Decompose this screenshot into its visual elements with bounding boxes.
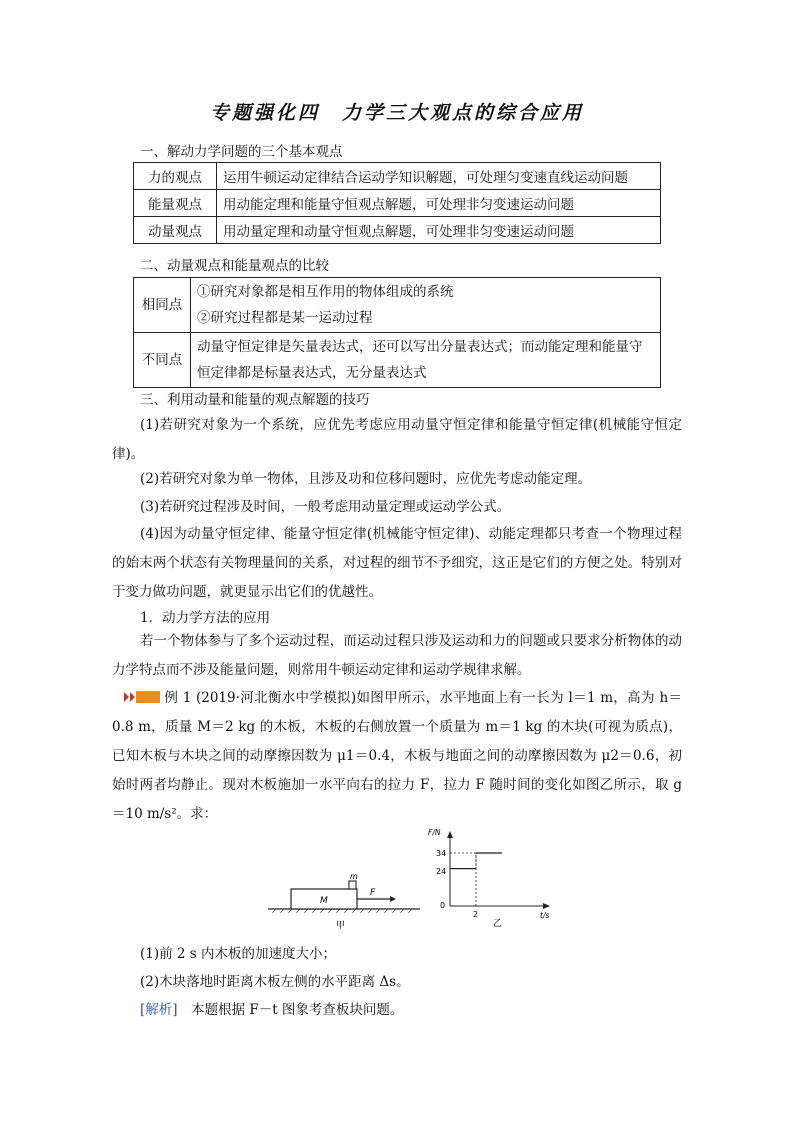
y-axis-label: F/N <box>428 828 441 837</box>
paragraph: (4)因为动量守恒定律、能量守恒定律(机械能守恒定律)、动能定理都只考查一个物理过程的始末两个状态有关物理量间的关系，对过程的细节不予细究，这正是它们的方便之处。特别对于变力做功问题，就更显示出它们的优越性。 <box>112 526 682 600</box>
x-axis-label: t/s <box>540 911 550 920</box>
tick-24: 24 <box>436 867 447 876</box>
question-2: (2)木块落地时距离木板左侧的水平距离 Δs。 <box>140 974 410 990</box>
row-value: 动量守恒定律是矢量表达式，还可以写出分量表达式；而动能定理和能量守恒定律都是标量表达式，无分量表达式 <box>191 333 661 388</box>
arrow-head-icon <box>390 896 396 902</box>
subsection-heading: 1．动力学方法的应用 <box>140 610 271 626</box>
double-arrow-icon <box>124 691 136 703</box>
same-point-1: ①研究对象都是相互作用的物体组成的系统 <box>197 284 454 300</box>
section1-heading: 一、解动力学问题的三个基本观点 <box>140 144 343 160</box>
paragraph: 若一个物体参与了多个运动过程，而运动过程只涉及运动和力的问题或只要求分析物体的动力学特点而不涉及能量问题，则常用牛顿运动定律和运动学规律求解。 <box>112 633 682 678</box>
table-row <box>134 278 661 333</box>
caption-jia: 甲 <box>336 921 346 931</box>
section2-heading: 二、动量观点和能量观点的比较 <box>140 258 329 274</box>
block-rect <box>349 881 356 889</box>
caption-yi: 乙 <box>493 919 503 929</box>
x-arrow-icon <box>543 903 550 909</box>
tick-0: 0 <box>440 901 446 910</box>
analysis-text: 本题根据 F－t 图象考查板块问题。 <box>177 1002 404 1018</box>
analysis <box>112 996 682 1025</box>
row-key: 能量观点 <box>134 190 217 217</box>
label-F: F <box>370 888 376 898</box>
table-row <box>134 190 661 217</box>
example-badge <box>136 691 160 703</box>
analysis-tag: [解析] <box>140 1002 178 1018</box>
example-paragraph <box>112 684 682 829</box>
y-arrow-icon <box>447 831 453 838</box>
viewpoints-table <box>133 162 661 244</box>
paragraph: (2)若研究对象为单一物体，且涉及功和位移问题时，应优先考虑动能定理。 <box>140 471 592 487</box>
table-row <box>134 163 661 190</box>
row-value: 运用牛顿运动定律结合运动学知识解题，可处理匀变速直线运动问题 <box>217 163 661 190</box>
row-key: 力的观点 <box>134 163 217 190</box>
table-row <box>134 217 661 244</box>
force-time-chart <box>426 826 558 930</box>
row-value <box>191 278 661 333</box>
row-value: 用动量定理和动量守恒观点解题，可处理非匀变速运动问题 <box>217 217 661 244</box>
row-key: 相同点 <box>134 278 191 333</box>
row-key: 不同点 <box>134 333 191 388</box>
row-key: 动量观点 <box>134 217 217 244</box>
label-M: M <box>320 896 328 906</box>
same-point-2: ②研究过程都是某一运动过程 <box>197 310 373 326</box>
row-value: 用动能定理和能量守恒观点解题，可处理非匀变速运动问题 <box>217 190 661 217</box>
label-m: m <box>350 872 358 881</box>
tick-34: 34 <box>436 849 447 858</box>
paragraph: (1)若研究对象为一个系统，应优先考虑应用动量守恒定律和能量守恒定律(机械能守恒定律)。 <box>112 417 682 462</box>
page-title: 专题强化四 力学三大观点的综合应用 <box>209 102 584 124</box>
tick-2: 2 <box>473 910 479 919</box>
paragraph: (3)若研究过程涉及时间，一般考虑用动量定理或运动学公式。 <box>140 499 511 515</box>
table-row <box>134 333 661 388</box>
comparison-table <box>133 277 661 388</box>
section3-heading: 三、利用动量和能量的观点解题的技巧 <box>140 392 370 408</box>
board-block-figure <box>266 868 422 932</box>
question-1: (1)前 2 s 内木板的加速度大小； <box>140 946 337 962</box>
example-text: 例 1 (2019·河北衡水中学模拟)如图甲所示，水平地面上有一长为 l＝1 m，高为 h＝0.8 m，质量 M＝2 kg 的木板，木板的右侧放置一个质量为 m＝1 kg 的木块(可视为质点)，已知木板与木块之间的动摩擦因数为 μ1＝0.4，木板与地面之间的动摩擦因数为 μ2＝0.6，初始时两者均静止。现对木板施加一水平向右的拉力 F，拉力 F 随时间的变化如图乙所示，取 g＝10 m/s²。求： <box>112 690 682 822</box>
